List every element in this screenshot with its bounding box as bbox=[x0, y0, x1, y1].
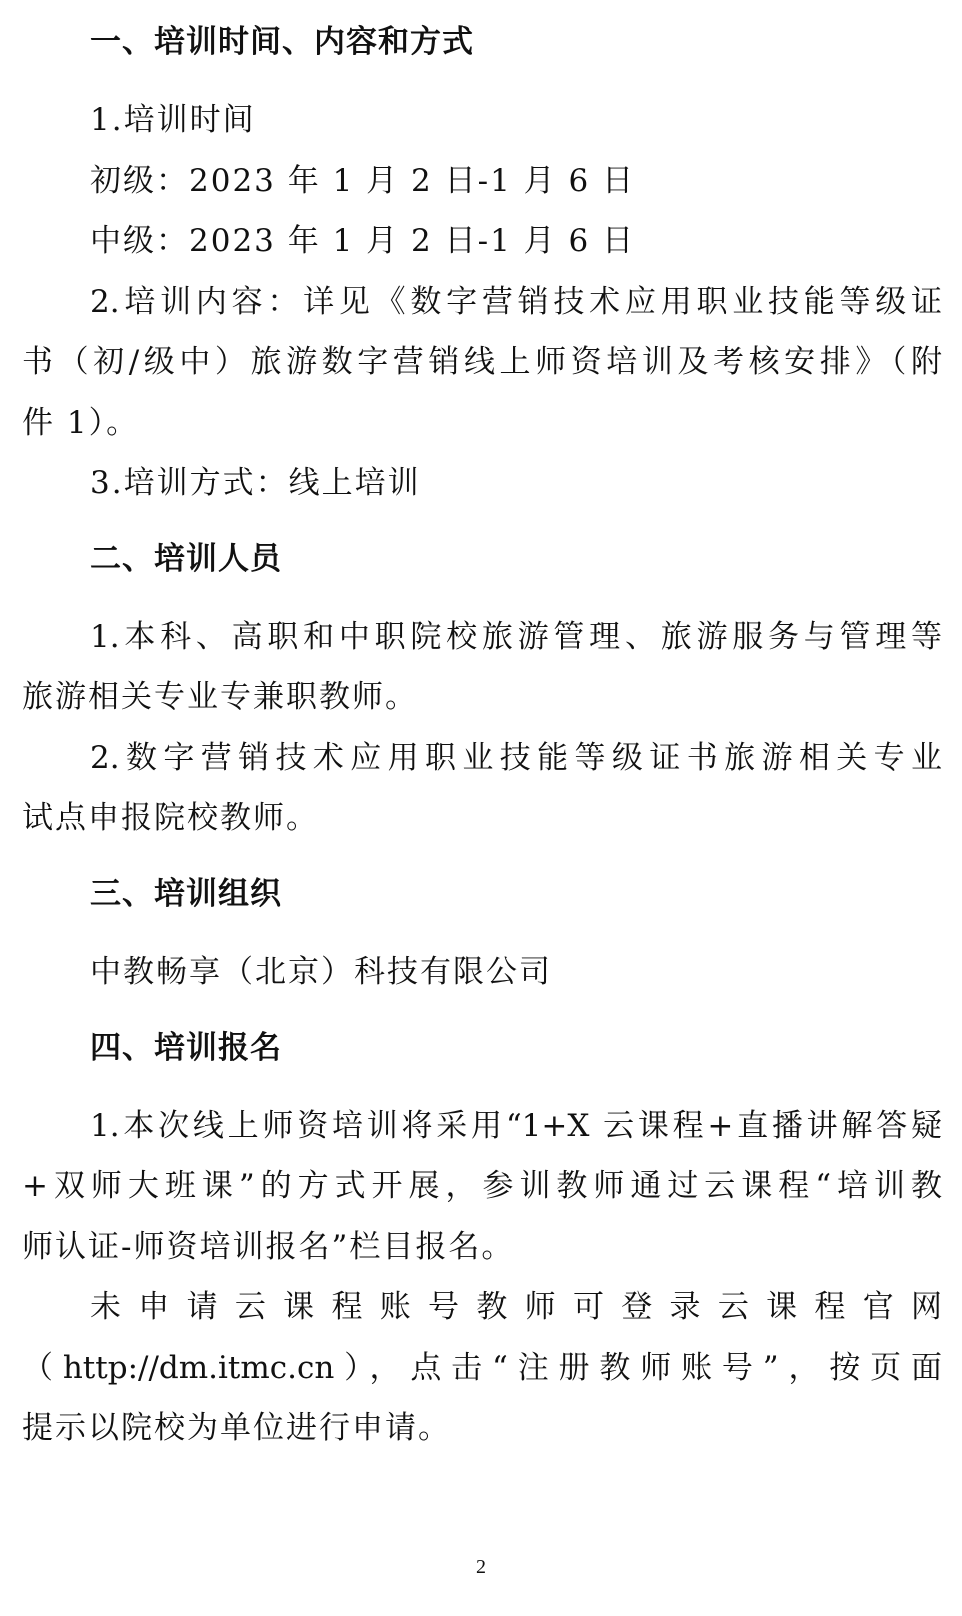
training-method: 3.培训方式：线上培训 bbox=[90, 465, 421, 501]
section-3-heading: 三、培训组织 bbox=[90, 876, 282, 912]
training-content-line-2: 书（初/级中）旅游数字营销线上师资培训及考核安排》（附 bbox=[22, 344, 942, 380]
training-time-intermediate: 中级：2023 年 1 月 2 日-1 月 6 日 bbox=[90, 223, 636, 259]
organizer-name: 中教畅享（北京）科技有限公司 bbox=[90, 954, 552, 990]
section-4-heading: 四、培训报名 bbox=[90, 1030, 282, 1066]
registration-item-1-line-2: +双师大班课”的方式开展，参训教师通过云课程“培训教 bbox=[22, 1168, 942, 1204]
section-1-heading: 一、培训时间、内容和方式 bbox=[90, 24, 474, 60]
trainees-item-2-line-1: 2.数字营销技术应用职业技能等级证书旅游相关专业 bbox=[90, 740, 942, 776]
training-content-line-3: 件 1）。 bbox=[22, 405, 140, 441]
registration-item-1-line-1: 1.本次线上师资培训将采用“1+X 云课程+直播讲解答疑 bbox=[90, 1108, 942, 1144]
registration-para-2-line-2: （http://dm.itmc.cn），点击“注册教师账号”，按页面 bbox=[22, 1350, 942, 1386]
page-number: 2 bbox=[476, 1556, 486, 1578]
registration-item-1-line-3: 师认证-师资培训报名”栏目报名。 bbox=[22, 1229, 515, 1265]
registration-para-2-line-3: 提示以院校为单位进行申请。 bbox=[22, 1410, 451, 1446]
trainees-item-2-line-2: 试点申报院校教师。 bbox=[22, 800, 319, 836]
trainees-item-1-line-1: 1.本科、高职和中职院校旅游管理、旅游服务与管理等 bbox=[90, 619, 942, 655]
training-content-line-1: 2.培训内容：详见《数字营销技术应用职业技能等级证 bbox=[90, 284, 942, 320]
training-time-primary: 初级：2023 年 1 月 2 日-1 月 6 日 bbox=[90, 163, 636, 199]
registration-para-2-line-1: 未申请云课程账号教师可登录云课程官网 bbox=[90, 1289, 942, 1325]
trainees-item-1-line-2: 旅游相关专业专兼职教师。 bbox=[22, 679, 418, 715]
section-2-heading: 二、培训人员 bbox=[90, 541, 282, 577]
training-time-title: 1.培训时间 bbox=[90, 102, 256, 138]
